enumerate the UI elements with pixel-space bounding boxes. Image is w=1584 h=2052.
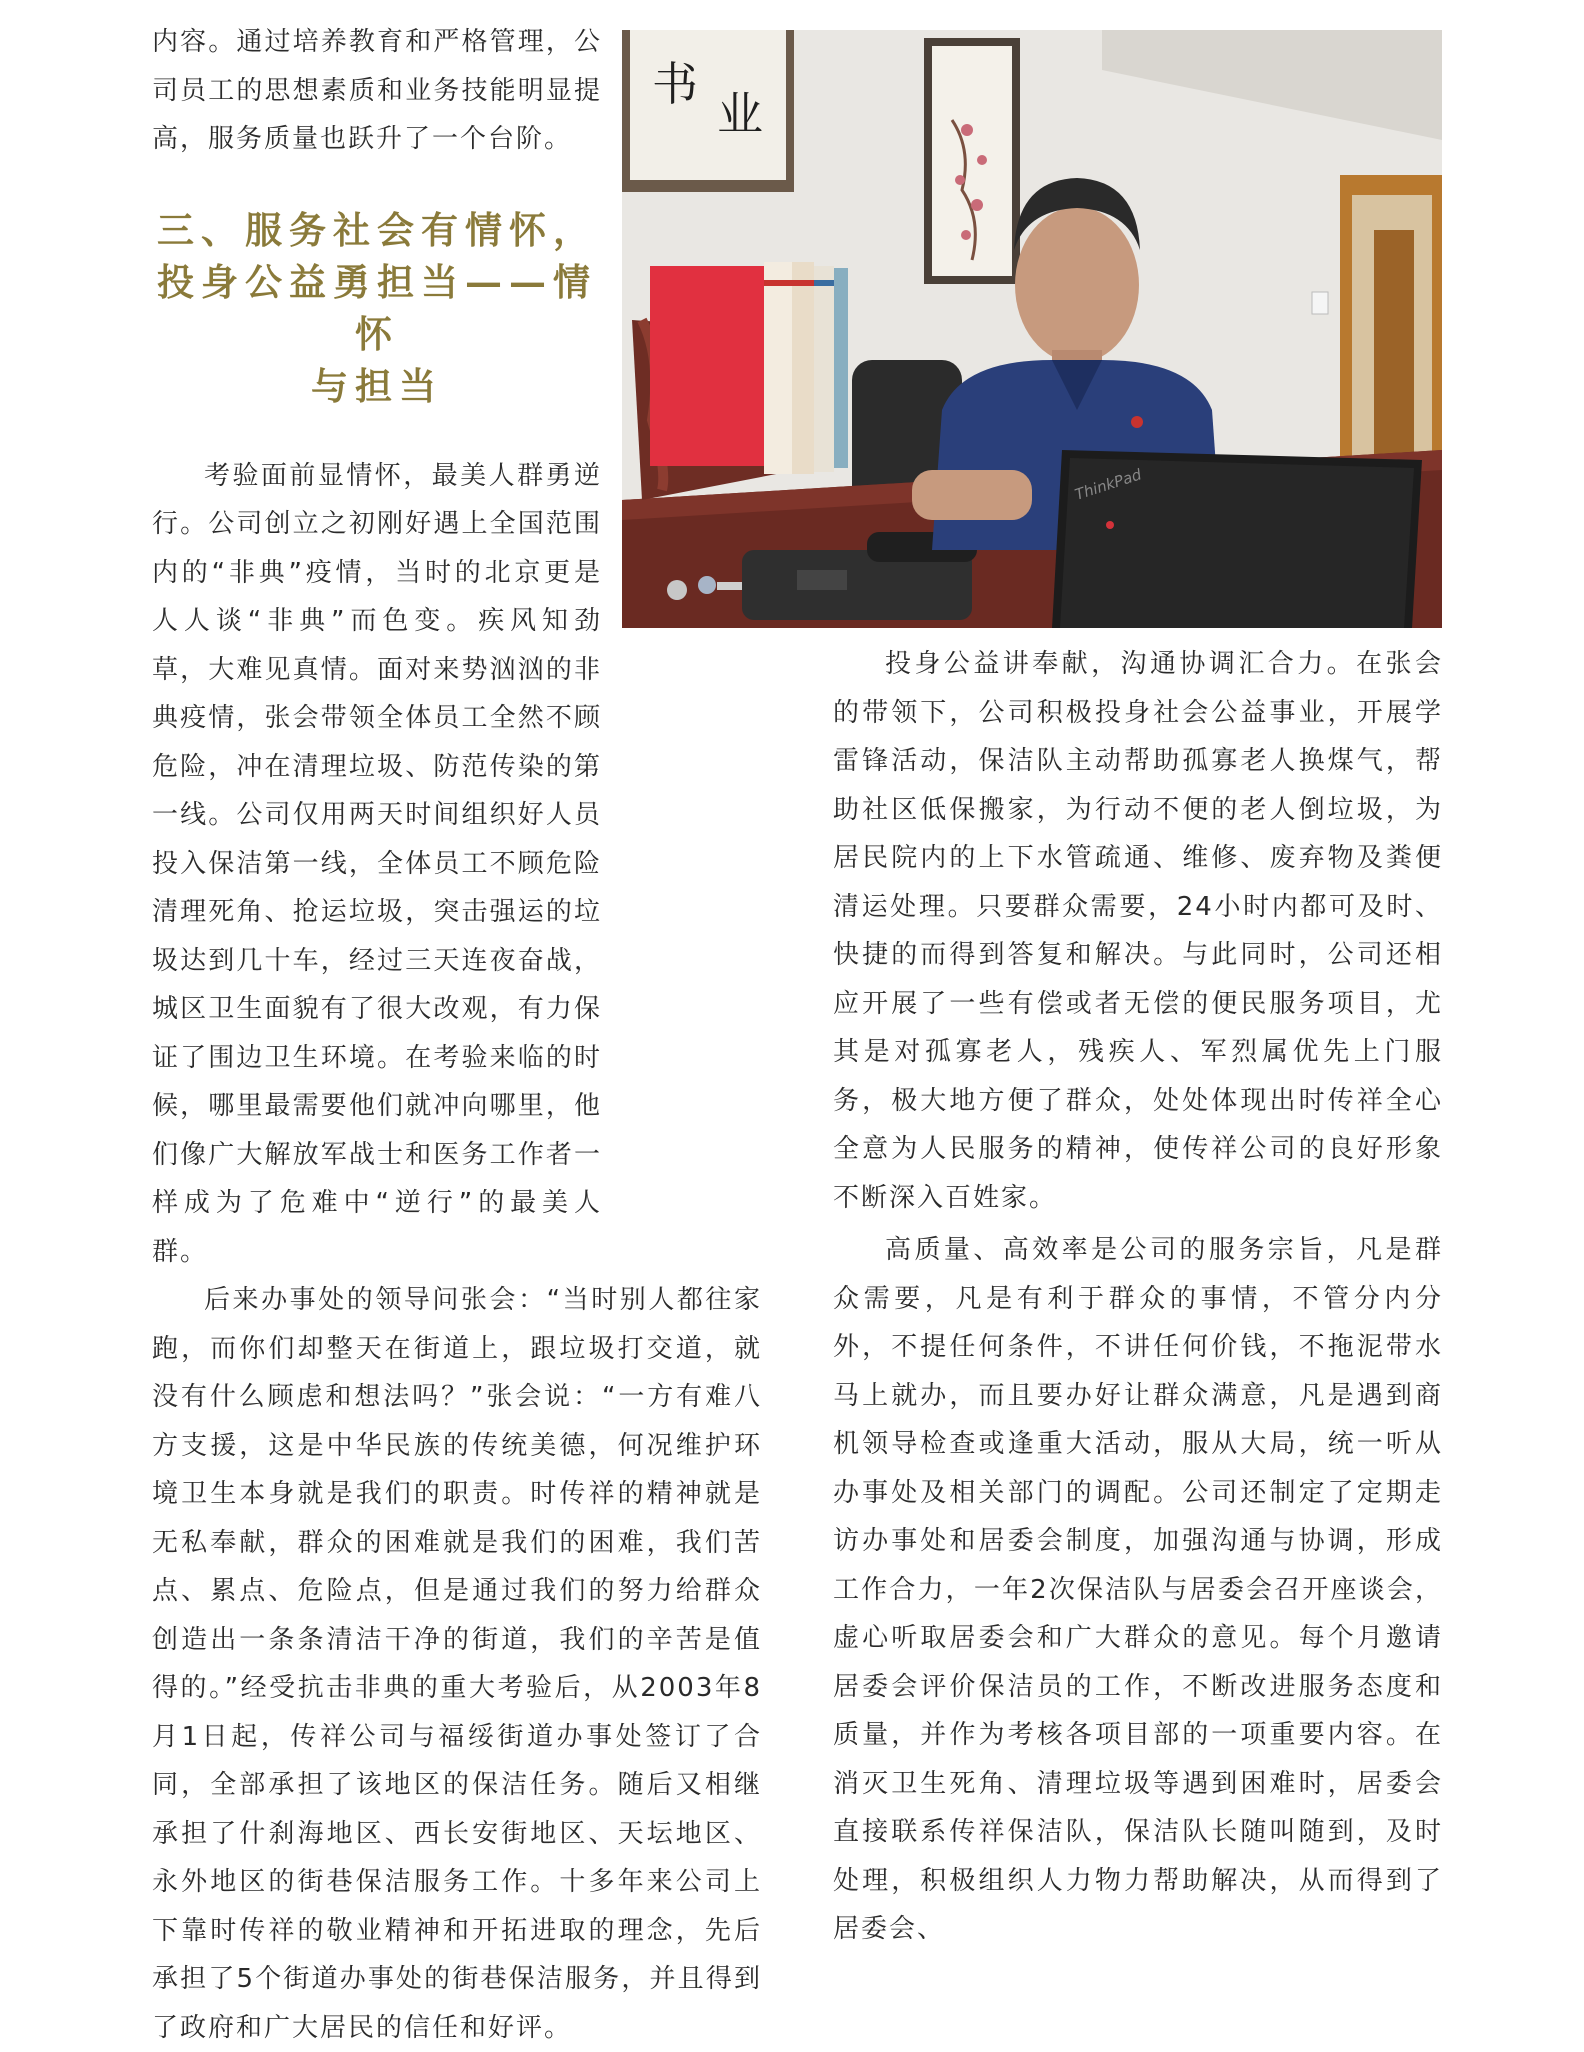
paragraph-public-service: 投身公益讲奉献，沟通协调汇合力。在张会的带领下，公司积极投身社会公益事业，开展学雷锋活动，保洁队主动帮助孤寡老人换煤气，帮助社区低保搬家，为行动不便的老人倒垃圾，为居民院内的上下水管疏通、维修、废弃物及粪便清运处理。只要群众需要，24小时内都可及时、快捷的而得到答复和解决。与此同时，公司还相应开展了一些有偿或者无偿的便民服务项目，尤其是对孤寡老人，残疾人、军烈属优先上门服务，极大地方便了群众，处处体现出时传祥全心全意为人民服务的精神，使传祥公司的良好形象不断深入百姓家。	[833, 649, 1443, 1213]
section-title-line-2: 投身公益勇担当——情怀	[157, 259, 597, 356]
section-title-line-1: 三、服务社会有情怀，	[157, 207, 597, 252]
section-title	[152, 204, 602, 412]
photo-illustration	[622, 30, 1442, 628]
svg-text:业: 业	[717, 87, 763, 141]
office-photo	[622, 30, 1442, 628]
section-title-line-3: 与担当	[311, 363, 443, 408]
paragraph-courage: 考验面前显情怀，最美人群勇逆行。公司创立之初刚好遇上全国范围内的“非典”疫情，当时的北京更是人人谈“非典”而色变。疾风知劲草，大难见真情。面对来势汹汹的非典疫情，张会带领全体员工全然不顾危险，冲在清理垃圾、防范传染的第一线。公司仅用两天时间组织好人员投入保洁第一线，全体员工不顾危险清理死角、抢运垃圾，突击强运的垃圾达到几十车，经过三天连夜奋战，城区卫生面貌有了很大改观，有力保证了围边卫生环境。在考验来临的时候，哪里最需要他们就冲向哪里，他们像广大解放军战士和医务工作者一样成为了危难中“逆行”的最美人群。	[152, 460, 602, 1267]
svg-text:书: 书	[652, 57, 698, 111]
laptop-brand-label: ThinkPad	[1072, 465, 1144, 504]
intro-paragraph: 内容。通过培养教育和严格管理，公司员工的思想素质和业务技能明显提高，服务质量也跃升了一个台阶。	[152, 27, 602, 154]
right-column	[833, 640, 1443, 1954]
paragraph-interview: 后来办事处的领导问张会：“当时别人都往家跑，而你们却整天在街道上，跟垃圾打交道，就没有什么顾虑和想法吗？”张会说：“一方有难八方支援，这是中华民族的传统美德，何况维护环境卫生本身就是我们的职责。时传祥的精神就是无私奉献，群众的困难就是我们的困难，我们苦点、累点、危险点，但是通过我们的努力给群众创造出一条条清洁干净的街道，我们的辛苦是值得的。”经受抗击非典的重大考验后，从2003年8月1日起，传祥公司与福绥街道办事处签订了合同，全部承担了该地区的保洁任务。随后又相继承担了什刹海地区、西长安街地区、天坛地区、永外地区的街巷保洁服务工作。十多年来公司上下靠时传祥的敬业精神和开拓进取的理念，先后承担了5个街道办事处的街巷保洁服务，并且得到了政府和广大居民的信任和好评。	[152, 1285, 762, 2043]
paragraph-quality: 高质量、高效率是公司的服务宗旨，凡是群众需要，凡是有利于群众的事情，不管分内分外，不提任何条件，不讲任何价钱，不拖泥带水马上就办，而且要办好让群众满意，凡是遇到商机领导检查或逢重大活动，服从大局，统一听从办事处及相关部门的调配。公司还制定了定期走访办事处和居委会制度，加强沟通与协调，形成工作合力，一年2次保洁队与居委会召开座谈会，虚心听取居委会和广大群众的意见。每个月邀请居委会评价保洁员的工作，不断改进服务态度和质量，并作为考核各项目部的一项重要内容。在消灭卫生死角、清理垃圾等遇到困难时，居委会直接联系传祥保洁队，保洁队长随叫随到，及时处理，积极组织人力物力帮助解决，从而得到了居委会、	[833, 1235, 1443, 1944]
